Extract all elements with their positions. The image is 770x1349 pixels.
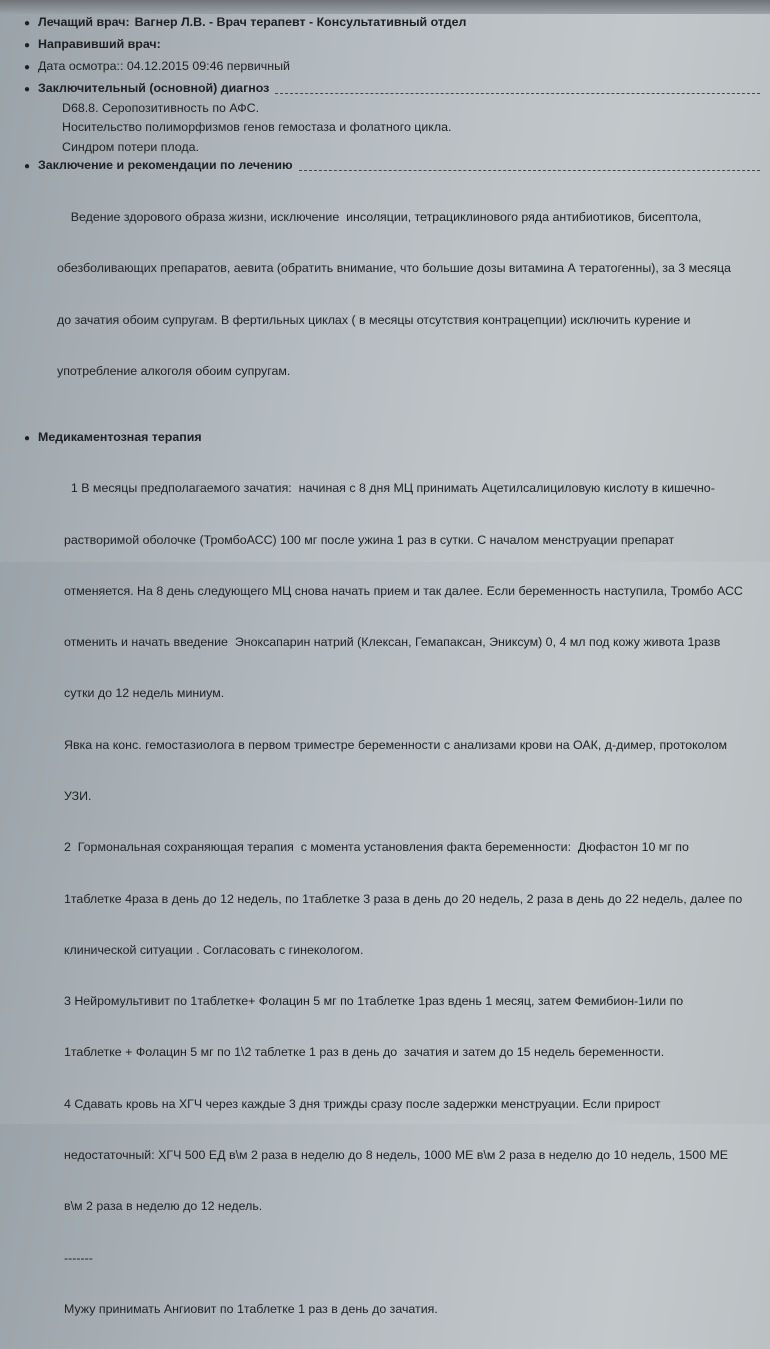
therapy-line: Явка на конс. гемостазиолога в первом триместре беременности с анализами крови на ОАК, д-димер, протоколом: [64, 737, 728, 752]
therapy-line: отменить и начать введение Эноксапарин натрий (Клексан, Гемапаксан, Эниксум) 0, 4 мл под кожу живота 1разв: [64, 635, 721, 650]
exam-date: Дата осмотра:: 04.12.2015 09:46 первичный: [38, 59, 290, 74]
bullet-icon: ●: [24, 18, 31, 29]
therapy-line: отменяется. На 8 день следующего МЦ снова начать прием и так далее. Если беременность наступила, Тромбо АСС: [64, 583, 743, 598]
conclusion-heading-row: [24, 157, 760, 175]
conclusion-title: Заключение и рекомендации по лечению: [38, 157, 293, 172]
divider: [275, 92, 760, 94]
therapy-heading-row: [24, 429, 760, 447]
therapy-text: [24, 448, 760, 1349]
therapy-line: Мужу принимать Ангиовит по 1таблетке 1 раз в день до зачатия.: [64, 1301, 438, 1316]
therapy-line: 1таблетке + Фолацин 5 мг по 1\2 таблетке 1 раз в день до зачатия и затем до 15 недель беременности.: [64, 1045, 665, 1060]
therapy-line: сутки до 12 недель миниум.: [64, 686, 225, 701]
conclusion-line: до зачатия обоим супругам. В фертильных циклах ( в месяцы отсутствия контрацепции) исключить курение и: [57, 312, 691, 327]
diagnosis-text: [24, 100, 760, 154]
therapy-line: УЗИ.: [64, 789, 92, 804]
therapy-line: 2 Гормональная сохраняющая терапия с момента установления факта беременности: Дюфастон 10 мг по: [64, 840, 689, 855]
diagnosis-line: Носительство полиморфизмов генов гемостаза и фолатного цикла.: [62, 120, 452, 135]
therapy-separator: -------: [64, 1250, 93, 1265]
divider: [299, 169, 760, 171]
referrer-label: Направивший врач:: [38, 37, 161, 52]
therapy-line: 3 Нейромультивит по 1таблетке+ Фолацин 5 мг по 1таблетке 1раз вдень 1 месяц, затем Фемибион-1или по: [64, 994, 684, 1009]
bullet-icon: ●: [24, 160, 31, 172]
doctor-value: Вагнер Л.В. - Врач терапевт - Консультативный отдел: [134, 15, 467, 29]
therapy-line: 1 В месяцы предполагаемого зачатия: начиная с 8 дня МЦ принимать Ацетилсалициловую кислоту в кишечно-: [64, 481, 715, 496]
therapy-line: клинической ситуации . Согласовать с гинекологом.: [64, 942, 364, 957]
bullet-icon: ●: [24, 62, 31, 74]
therapy-title: Медикаментозная терапия: [38, 430, 202, 445]
conclusion-line: употребление алкоголя обоим супругам.: [57, 363, 291, 378]
bullet-icon: ●: [24, 84, 31, 96]
therapy-line: 4 Сдавать кровь на ХГЧ через каждые 3 дня трижды сразу после задержки менструации. Если прирост: [64, 1096, 661, 1111]
conclusion-line: Ведение здорового образа жизни, исключение инсоляции, тетрациклинового ряда антибиотиков, бисептола,: [57, 209, 702, 224]
doctor-row: [24, 14, 760, 32]
bullet-icon: ●: [24, 433, 31, 445]
doctor-label: Лечащий врач:: [38, 15, 130, 29]
diagnosis-heading-row: [24, 80, 760, 98]
diagnosis-line: D68.8. Серопозитивность по АФС.: [62, 101, 260, 116]
conclusion-text: [24, 177, 760, 411]
therapy-line: растворимой оболочке (ТромбоАСС) 100 мг после ужина 1 раз в сутки. С началом менструации препарат: [64, 532, 675, 547]
spacer: [24, 411, 760, 429]
diagnosis-line: Синдром потери плода.: [62, 139, 199, 154]
conclusion-line: обезболивающих препаратов, аевита (обратить внимание, что большие дозы витамина А тератогенны), за 3 месяца: [57, 261, 731, 276]
therapy-line: недостаточный: ХГЧ 500 ЕД в\м 2 раза в неделю до 8 недель, 1000 МЕ в\м 2 раза в неделю до 10 недель, 1500 МЕ: [64, 1148, 729, 1162]
diagnosis-title: Заключительный (основной) диагноз: [38, 81, 270, 96]
therapy-line: в\м 2 раза в неделю до 12 недель.: [64, 1199, 263, 1214]
therapy-line: 1таблетке 4раза в день до 12 недель, по 1таблетке 3 раза в день до 20 недель, 2 раза в день до 22 недель, далее по: [64, 891, 743, 906]
bullet-icon: ●: [24, 40, 31, 52]
date-row: [24, 58, 760, 76]
referrer-row: [24, 36, 760, 54]
